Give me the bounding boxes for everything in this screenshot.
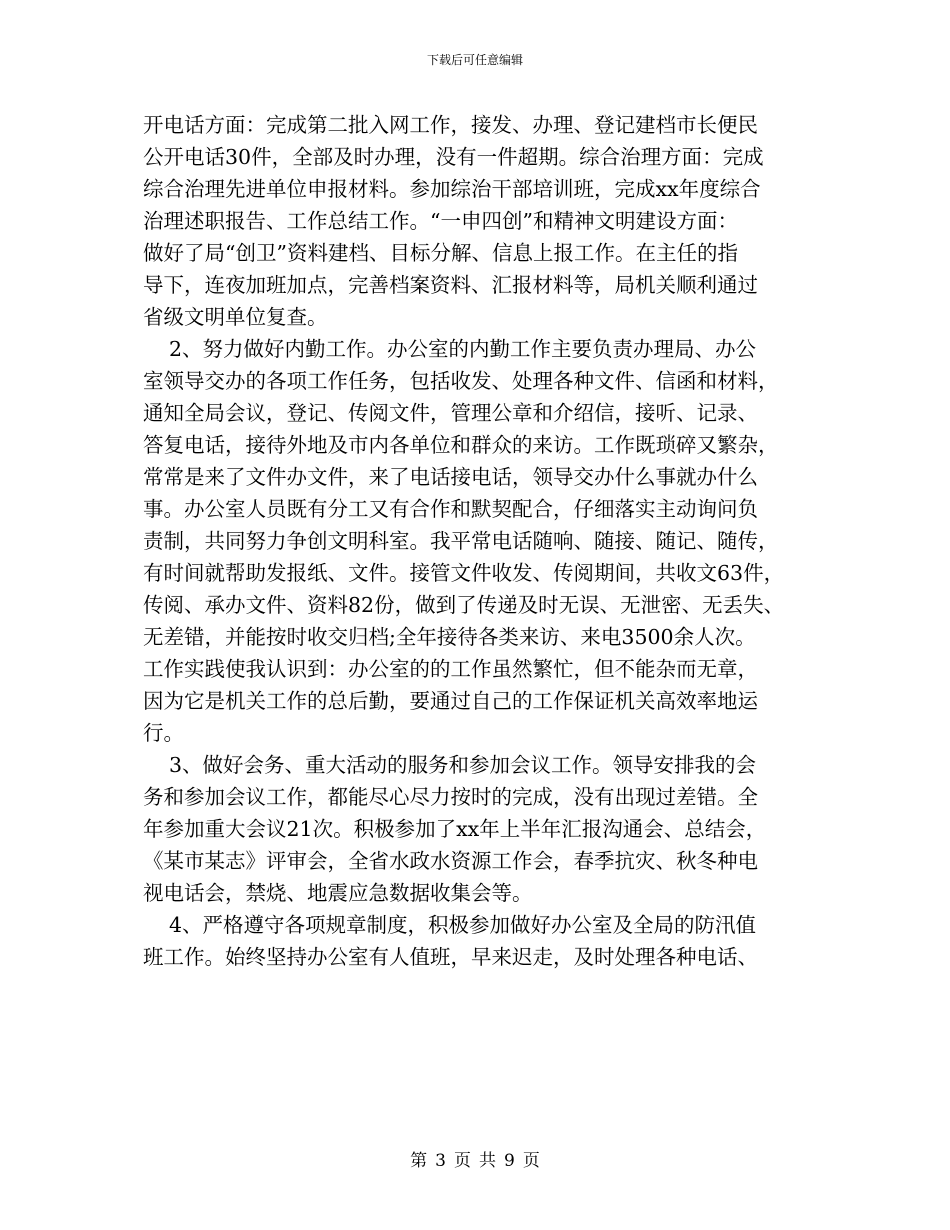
text-line: 导下，连夜加班加点，完善档案资料、汇报材料等，局机关顺利通过 (143, 273, 758, 297)
paragraph-internal-work (143, 333, 843, 749)
text-line: 治理述职报告、工作总结工作。“一申四创”和精神文明建设方面： (143, 209, 738, 233)
text-line: 答复电话，接待外地及市内各单位和群众的来访。工作既琐碎又繁杂， (143, 433, 779, 457)
text-line: 务和参加会议工作，都能尽心尽力按时的完成，没有出现过差错。全 (143, 785, 758, 809)
text-line: 责制，共同努力争创文明科室。我平常电话随响、随接、随记、随传， (143, 529, 779, 553)
text-line: 4、严格遵守各项规章制度，积极参加做好办公室及全局的防汛值 (169, 913, 757, 937)
text-line: 综合治理先进单位申报材料。参加综治干部培训班，完成xx年度综合 (143, 177, 761, 201)
paragraph-meetings (143, 749, 843, 909)
footer-gong: 共 (479, 1151, 496, 1171)
text-line: 开电话方面：完成第二批入网工作，接发、办理、登记建档市长便民 (143, 113, 758, 137)
page-header: 下载后可任意编辑 (426, 53, 523, 67)
footer-ye: 页 (454, 1151, 471, 1171)
text-line: 无差错，并能按时收交归档;全年接待各类来访、来电3500余人次。 (143, 625, 756, 649)
text-line: 有时间就帮助发报纸、文件。接管文件收发、传阅期间，共收文63件， (143, 561, 785, 585)
paragraph-continuation (143, 109, 843, 333)
footer-ye: 页 (522, 1151, 540, 1171)
paragraph-rules-duty (143, 909, 843, 973)
text-line: 做好了局“创卫”资料建档、目标分解、信息上报工作。在主任的指 (143, 241, 738, 265)
text-line: 因为它是机关工作的总后勤，要通过自己的工作保证机关高效率地运 (143, 689, 758, 713)
text-line: 视电话会，禁烧、地震应急数据收集会等。 (143, 881, 533, 905)
text-line: 班工作。始终坚持办公室有人值班，早来迟走，及时处理各种电话、 (143, 945, 758, 969)
text-line: 《某市某志》评审会，全省水政水资源工作会，春季抗灾、秋冬种电 (143, 849, 758, 873)
text-line: 事。办公室人员既有分工又有合作和默契配合，仔细落实主动询问负 (143, 497, 758, 521)
text-line: 行。 (143, 721, 184, 745)
text-line: 3、做好会务、重大活动的服务和参加会议工作。领导安排我的会 (169, 753, 757, 777)
page-number: 3 (435, 1151, 446, 1171)
page-footer (0, 1149, 950, 1173)
footer-di: 第 (410, 1151, 428, 1171)
text-line: 常常是来了文件办文件，来了电话接电话，领导交办什么事就办什么 (143, 465, 758, 489)
text-line: 年参加重大会议21次。积极参加了xx年上半年汇报沟通会、总结会， (143, 817, 767, 841)
document-body (143, 109, 843, 973)
text-line: 2、努力做好内勤工作。办公室的内勤工作主要负责办理局、办公 (169, 337, 757, 361)
total-pages: 9 (504, 1151, 515, 1171)
text-line: 公开电话30件，全部及时办理，没有一件超期。综合治理方面：完成 (143, 145, 764, 169)
text-line: 通知全局会议，登记、传阅文件，管理公章和介绍信，接听、记录、 (143, 401, 758, 425)
text-line: 工作实践使我认识到：办公室的的工作虽然繁忙，但不能杂而无章， (143, 657, 758, 681)
text-line: 室领导交办的各项工作任务，包括收发、处理各种文件、信函和材料， (143, 369, 779, 393)
text-line: 省级文明单位复查。 (143, 305, 328, 329)
text-line: 传阅、承办文件、资料82份，做到了传递及时无误、无泄密、无丢失、 (143, 593, 785, 617)
